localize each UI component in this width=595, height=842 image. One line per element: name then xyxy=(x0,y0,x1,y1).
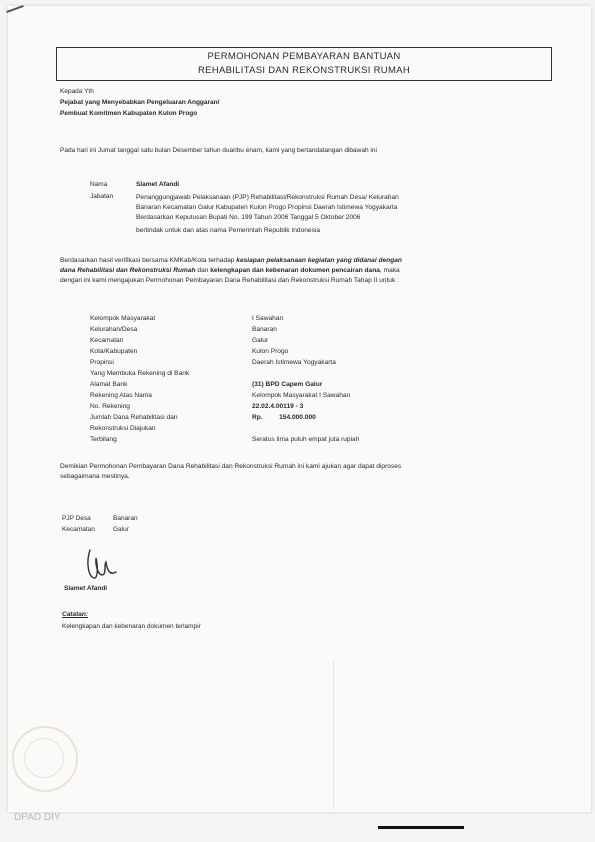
detail-label: Kecamatan xyxy=(90,337,124,344)
detail-value: I Sawahan xyxy=(252,315,284,322)
detail-value: Kelompok Masyarakat I Sawahan xyxy=(252,392,351,399)
closing-line: Demikian Permohonan Pembayaran Dana Rehabilitasi dan Rekonstruksi Rumah ini kami ajukan agar dapat diproses xyxy=(60,463,402,470)
jabatan-line: Penanggungjawab Pelaksanaan (PJP) Rehabilitasi/Rekonstruksi Rumah Desa/ Kelurahan xyxy=(136,194,399,201)
body-text: Berdasarkan hasil verifikasi bersama KMKab/Kota terhadap xyxy=(60,257,237,264)
title-line-1: PERMOHONAN PEMBAYARAN BANTUAN xyxy=(207,51,401,62)
detail-row xyxy=(90,414,490,424)
detail-value: Banaran xyxy=(252,326,277,333)
body-text: , maka xyxy=(379,267,400,274)
body-text: dengan ini kami mengajukan Permohonan Pembayaran Dana Rehabilitasi dan Rekonstruksi Rumah Tahap II untuk : xyxy=(60,277,399,284)
body-emphasis: kelengkapan dan kebenaran dokumen pencairan dana xyxy=(210,267,380,274)
detail-row xyxy=(90,370,490,380)
jabatan-line: bertindak untuk dan atas nama Pemerintah Republik Indonesia xyxy=(136,227,321,234)
detail-value: Kulon Progo xyxy=(252,348,289,355)
pjp-label: PJP Desa xyxy=(62,515,91,522)
body-text: dan xyxy=(195,267,211,274)
detail-label: Alamat Bank xyxy=(90,381,128,388)
detail-value: Seratus lima puluh empat juta rupiah xyxy=(252,436,360,443)
closing-paragraph xyxy=(60,462,401,482)
detail-row xyxy=(90,425,490,435)
watermark-text: DPAD DIY xyxy=(14,812,61,823)
detail-row xyxy=(90,315,490,325)
archive-seal-watermark xyxy=(12,726,78,792)
closing-line: sebagaimana mestinya. xyxy=(60,473,130,480)
detail-row xyxy=(90,403,490,413)
detail-label: Rekening Atas Nama xyxy=(90,392,152,399)
detail-row xyxy=(90,381,490,391)
detail-label: Propinsi xyxy=(90,359,114,366)
detail-row xyxy=(90,348,490,358)
addressee-line-1: Pejabat yang Menyebabkan Pengeluaran Anggaran/ xyxy=(60,99,220,106)
detail-value: Rp. 154.000.000 xyxy=(252,414,316,421)
detail-label: Kelompok Masyarakat xyxy=(90,315,156,322)
detail-label: No. Rekening xyxy=(90,403,130,410)
detail-row xyxy=(90,392,490,402)
detail-label: Yang Membuka Rekening di Bank xyxy=(90,370,190,377)
signer-name: Slamet Afandi xyxy=(64,585,108,592)
detail-label: Rekonstruksi Diajukan xyxy=(90,425,156,432)
jabatan-line: Banaran Kecamatan Galur Kabupaten Kulon Progo Propinsi Daerah Istimewa Yogyakarta xyxy=(136,204,398,211)
body-emphasis: dana Rehabilitasi dan Rekonstruksi Rumah xyxy=(60,267,196,274)
detail-row xyxy=(90,337,490,347)
scan-mark xyxy=(378,826,464,829)
detail-row xyxy=(90,359,490,369)
detail-value: 22.02.4.00119 - 3 xyxy=(252,403,304,410)
jabatan-value xyxy=(136,193,399,236)
body-paragraph xyxy=(60,256,402,286)
detail-label: Terbilang xyxy=(90,436,117,443)
nama-value: Slamet Afandi xyxy=(136,181,180,188)
detail-row xyxy=(90,326,490,336)
jabatan-label: Jabatan xyxy=(90,193,114,200)
addressee-kepada: Kepada Yth xyxy=(60,88,94,95)
detail-label: Kelurahan/Desa xyxy=(90,326,138,333)
kecamatan-value: Galur xyxy=(113,526,129,533)
nama-label: Nama xyxy=(90,181,108,188)
kecamatan-label: Kecamatan xyxy=(62,526,95,533)
handwritten-signature xyxy=(82,544,122,584)
note-heading: Catatan: xyxy=(62,611,89,618)
opening-sentence: Pada hari ini Jumat tanggal satu bulan Desember tahun duaribu enam, kami yang bertandatangan dibawah ini xyxy=(60,147,377,154)
title-line-2: REHABILITASI DAN REKONSTRUKSI RUMAH xyxy=(198,65,410,76)
note-text: Kelengkapan dan kebenaran dokumen terlampir xyxy=(62,623,201,630)
title-box xyxy=(56,47,552,81)
pjp-value: Banaran xyxy=(113,515,138,522)
detail-value: Daerah Istimewa Yogyakarta xyxy=(252,359,336,366)
body-emphasis: kesiapan pelaksanaan kegiatan yang didanai dengan xyxy=(236,257,402,264)
detail-row xyxy=(90,436,490,446)
detail-value: (31) BPD Capem Galur xyxy=(252,381,323,388)
addressee-line-2: Pembuat Komitmen Kabupaten Kulon Progo xyxy=(60,110,198,117)
paper-fold xyxy=(333,660,334,810)
detail-value: Galur xyxy=(252,337,269,344)
jabatan-line: Berdasarkan Keputusan Bupati No. 199 Tahun 2006 Tanggal 5 Oktober 2006 xyxy=(136,214,361,221)
detail-label: Jumlah Dana Rehabilitasi dan xyxy=(90,414,178,421)
detail-label: Kota/Kabupaten xyxy=(90,348,138,355)
